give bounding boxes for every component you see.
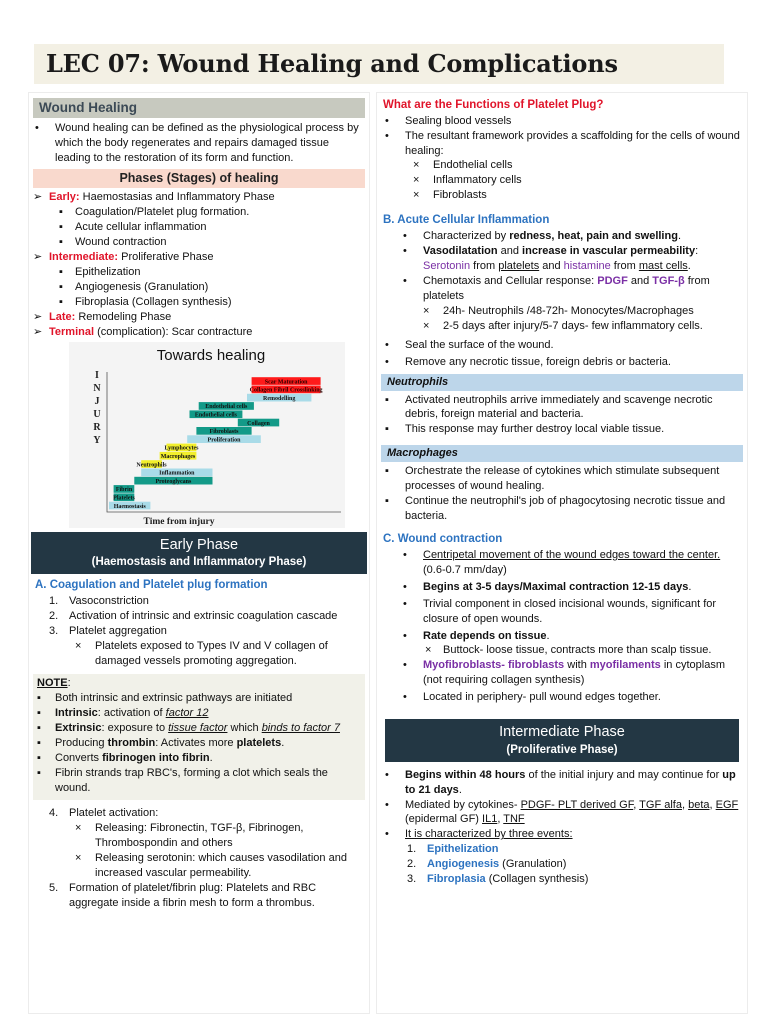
- cross-bullet-icon: ×: [413, 159, 420, 172]
- diagram-bar-label: Endothelial cells: [205, 403, 248, 410]
- bullet-icon: •: [385, 114, 389, 127]
- early-phase-subtitle: (Haemostasis and Inflammatory Phase): [91, 556, 307, 569]
- list-item: ▪ Intrinsic: activation of factor 12: [37, 707, 209, 720]
- square-bullet-icon: ▪: [37, 752, 41, 765]
- wound-healing-header: Wound Healing: [33, 98, 365, 118]
- wound-contraction-header: C. Wound contraction: [383, 533, 503, 546]
- diagram-bar-label: Haemostasis: [113, 503, 146, 510]
- cross-bullet-icon: ×: [75, 639, 82, 652]
- y-axis-letter: R: [93, 421, 101, 433]
- list-item: 4. Platelet activation:: [49, 807, 159, 820]
- list-item: ▪ Continue the neutrophil's job of phagocytosing necrotic tissue and bacteria.: [385, 495, 726, 523]
- diagram-bar-label: Inflammation: [159, 470, 195, 477]
- list-item: • The resultant framework provides a scaffolding for the cells of wound healing:: [385, 129, 740, 157]
- diagram-bar-label: Scar Maturation: [264, 379, 308, 386]
- square-bullet-icon: ▪: [59, 295, 63, 308]
- square-bullet-icon: ▪: [385, 393, 389, 406]
- list-item: • Seal the surface of the wound.: [385, 338, 554, 351]
- bullet-icon: •: [403, 548, 407, 561]
- arrow-bullet-icon: ➢: [33, 310, 43, 323]
- macrophages-header: Macrophages: [381, 445, 743, 462]
- bullet-icon: •: [385, 129, 389, 142]
- bullet-icon: •: [385, 355, 389, 368]
- list-item: • Begins within 48 hours of the initial injury and may continue for up to 21 days.: [385, 768, 736, 796]
- square-bullet-icon: ▪: [59, 280, 63, 293]
- bullet-icon: •: [403, 229, 407, 242]
- list-item: ▪ Wound contraction: [59, 236, 167, 249]
- diagram-bar-label: Lymphocytes: [164, 445, 199, 452]
- phase-late: ➢ Late: Remodeling Phase: [33, 310, 172, 323]
- square-bullet-icon: ▪: [59, 236, 63, 249]
- list-item: × 2-5 days after injury/5-7 days- few inflammatory cells.: [423, 319, 703, 332]
- list-item: × Endothelial cells: [413, 159, 513, 172]
- bullet-icon: •: [403, 691, 407, 704]
- square-bullet-icon: ▪: [59, 206, 63, 219]
- list-item: • Myofibroblasts- fibroblasts with myofilaments in cytoplasm (not requiring collagen synthesis): [403, 659, 725, 687]
- square-bullet-icon: ▪: [37, 767, 41, 780]
- list-item: • Trivial component in closed incisional wounds, significant for closure of open wounds.: [403, 597, 717, 625]
- x-axis-label: Time from injury: [143, 516, 215, 527]
- note-box: [33, 674, 365, 800]
- list-item: • Chemotaxis and Cellular response: PDGF and TGF-β from platelets: [403, 274, 710, 302]
- platelet-question: What are the Functions of Platelet Plug?: [383, 99, 604, 111]
- list-item: ▪ Coagulation/Platelet plug formation.: [59, 206, 250, 219]
- note-label: NOTE:: [37, 677, 71, 690]
- cross-bullet-icon: ×: [413, 174, 420, 187]
- list-item: 2. Activation of intrinsic and extrinsic coagulation cascade: [49, 609, 338, 622]
- y-axis-letter: Y: [93, 434, 101, 446]
- intermediate-phase-title: Intermediate Phase: [499, 724, 625, 741]
- diagram-bar-label: Fibrin: [115, 486, 133, 493]
- square-bullet-icon: ▪: [37, 722, 41, 735]
- cross-bullet-icon: ×: [425, 644, 432, 657]
- list-item: ▪ Extrinsic: exposure to tissue factor which binds to factor 7: [37, 722, 340, 735]
- square-bullet-icon: ▪: [37, 737, 41, 750]
- diagram-bar-label: Macrophages: [160, 453, 196, 460]
- cross-bullet-icon: ×: [75, 822, 82, 835]
- list-item: • Mediated by cytokines- PDGF- PLT derived GF, TGF alfa, beta, EGF (epidermal GF) IL1, TNF: [385, 798, 739, 826]
- phase-intermediate: ➢ Intermediate: Proliferative Phase: [33, 251, 214, 264]
- intermediate-phase-subtitle: (Proliferative Phase): [506, 744, 618, 756]
- list-item: ▪ Producing thrombin: Activates more platelets.: [37, 737, 285, 750]
- arrow-bullet-icon: ➢: [33, 325, 43, 338]
- diagram-bar-label: Neutrophils: [136, 462, 167, 469]
- phases-list: [29, 190, 369, 340]
- list-item: 5. Formation of platelet/fibrin plug: Platelets and RBC aggregate inside a fibrin mesh to form a thrombus.: [49, 881, 317, 909]
- square-bullet-icon: ▪: [385, 495, 389, 508]
- phase-terminal: ➢ Terminal (complication): Scar contracture: [33, 325, 253, 338]
- y-axis-letter: N: [93, 382, 101, 394]
- diagram-bar-label: Proteoglycans: [155, 478, 192, 485]
- bullet-icon: •: [385, 768, 389, 781]
- diagram-bar-label: Remodelling: [263, 395, 296, 402]
- square-bullet-icon: ▪: [59, 221, 63, 234]
- diagram-title: Towards healing: [156, 346, 266, 364]
- neutrophils-header: Neutrophils: [381, 374, 743, 391]
- list-item: ▪ Fibrin strands trap RBC's, forming a clot which seals the wound.: [37, 767, 328, 795]
- list-item: × Inflammatory cells: [413, 174, 522, 187]
- y-axis-letter: J: [94, 395, 100, 407]
- list-item: 1. Vasoconstriction: [49, 594, 149, 607]
- diagram-bar-label: Endothelial cells: [194, 412, 237, 419]
- bullet-icon: •: [403, 597, 407, 610]
- diagram-bar-label: Collagen Fibril Crosslinking: [249, 387, 323, 394]
- cross-bullet-icon: ×: [423, 304, 430, 317]
- bullet-icon: •: [403, 659, 407, 672]
- arrow-bullet-icon: ➢: [33, 251, 43, 264]
- bullet-icon: •: [385, 828, 389, 841]
- list-item: ▪ Fibroplasia (Collagen synthesis): [59, 295, 232, 308]
- left-column: [28, 92, 370, 1014]
- list-item: • Characterized by redness, heat, pain and swelling.: [403, 229, 681, 242]
- early-phase-header: [31, 532, 367, 574]
- cross-bullet-icon: ×: [423, 319, 430, 332]
- y-axis-letter: U: [93, 408, 101, 420]
- bullet-icon: •: [385, 798, 389, 811]
- list-item: • Sealing blood vessels: [385, 114, 512, 127]
- diagram-bar-label: Fibroblasts: [209, 428, 239, 435]
- page-title: LEC 07: Wound Healing and Complications: [46, 49, 618, 78]
- phase-early: ➢ Early: Haemostasias and Inflammatory Phase: [33, 191, 275, 204]
- list-item: 2. Angiogenesis (Granulation): [407, 858, 567, 871]
- coagulation-header: A. Coagulation and Platelet plug formation: [35, 579, 268, 592]
- list-item: • Remove any necrotic tissue, foreign debris or bacteria.: [385, 355, 671, 368]
- square-bullet-icon: ▪: [385, 423, 389, 436]
- phases-header: Phases (Stages) of healing: [33, 169, 365, 188]
- healing-diagram-svg: [69, 342, 345, 528]
- bullet-icon: •: [403, 629, 407, 642]
- cross-bullet-icon: ×: [413, 189, 420, 202]
- right-column: [376, 92, 748, 1014]
- list-item: 3. Platelet aggregation: [49, 624, 167, 637]
- list-item: × Releasing: Fibronectin, TGF-β, Fibrinogen, Thrombospondin and others: [75, 822, 304, 850]
- list-item: • Begins at 3-5 days/Maximal contraction 12-15 days.: [403, 580, 692, 593]
- list-item: ▪ Angiogenesis (Granulation): [59, 280, 209, 293]
- bullet-icon: •: [403, 274, 407, 287]
- square-bullet-icon: ▪: [59, 265, 63, 278]
- diagram-bar-label: Collagen: [247, 420, 270, 427]
- diagram-bar-label: Proliferation: [207, 437, 241, 444]
- list-item: 3. Fibroplasia (Collagen synthesis): [407, 873, 589, 886]
- bullet-icon: •: [403, 244, 407, 257]
- diagram-bar-label: Platelets: [113, 495, 135, 502]
- arrow-bullet-icon: ➢: [33, 191, 43, 204]
- list-item: × Releasing serotonin: which causes vasodilation and increased vascular permeability.: [75, 851, 347, 879]
- list-item: • Centripetal movement of the wound edges toward the center. (0.6-0.7 mm/day): [403, 548, 721, 576]
- list-item: ▪ Acute cellular inflammation: [59, 221, 207, 234]
- list-item: ▪ Orchestrate the release of cytokines which stimulate subsequent processes of wound healing.: [385, 465, 720, 493]
- list-item: 1. Epithelization: [407, 843, 499, 856]
- healing-diagram: [69, 342, 345, 528]
- list-item: × Platelets exposed to Types IV and V collagen of damaged vessels promoting aggregation.: [75, 639, 328, 667]
- list-item: ▪ Both intrinsic and extrinsic pathways are initiated: [37, 692, 293, 705]
- list-item: ▪ This response may further destroy local viable tissue.: [385, 423, 665, 436]
- square-bullet-icon: ▪: [37, 692, 41, 705]
- bullet-icon: •: [403, 580, 407, 593]
- title-bar: [34, 44, 724, 84]
- list-item: • It is characterized by three events:: [385, 828, 573, 841]
- list-item: ▪ Epithelization: [59, 265, 141, 278]
- list-item: ▪ Activated neutrophils arrive immediately and scavenge necrotic debris, foreign material and bacteria.: [385, 393, 713, 421]
- list-item: × 24h- Neutrophils /48-72h- Monocytes/Macrophages: [423, 304, 694, 317]
- bullet-icon: •: [35, 122, 39, 135]
- list-item: ▪ Converts fibrinogen into fibrin.: [37, 752, 213, 765]
- definition-item: • Wound healing can be defined as the physiological process by which the body regenerates and repairs damaged tissue leading to the restoration of its form and function.: [35, 122, 359, 165]
- early-phase-title: Early Phase: [159, 536, 239, 553]
- square-bullet-icon: ▪: [37, 707, 41, 720]
- acute-inflammation-header: B. Acute Cellular Inflammation: [383, 214, 550, 227]
- list-item: • Rate depends on tissue.: [403, 629, 550, 642]
- list-item: × Buttock- loose tissue, contracts more than scalp tissue.: [425, 644, 712, 657]
- list-item: • Vasodilatation and increase in vascular permeability: Serotonin from platelets and histamine from mast cells.: [403, 244, 699, 272]
- square-bullet-icon: ▪: [385, 465, 389, 478]
- bullet-icon: •: [385, 338, 389, 351]
- list-item: • Located in periphery- pull wound edges together.: [403, 691, 661, 704]
- y-axis-letter: I: [95, 369, 99, 381]
- cross-bullet-icon: ×: [75, 851, 82, 864]
- intermediate-phase-header: [385, 719, 739, 761]
- list-item: × Fibroblasts: [413, 189, 487, 202]
